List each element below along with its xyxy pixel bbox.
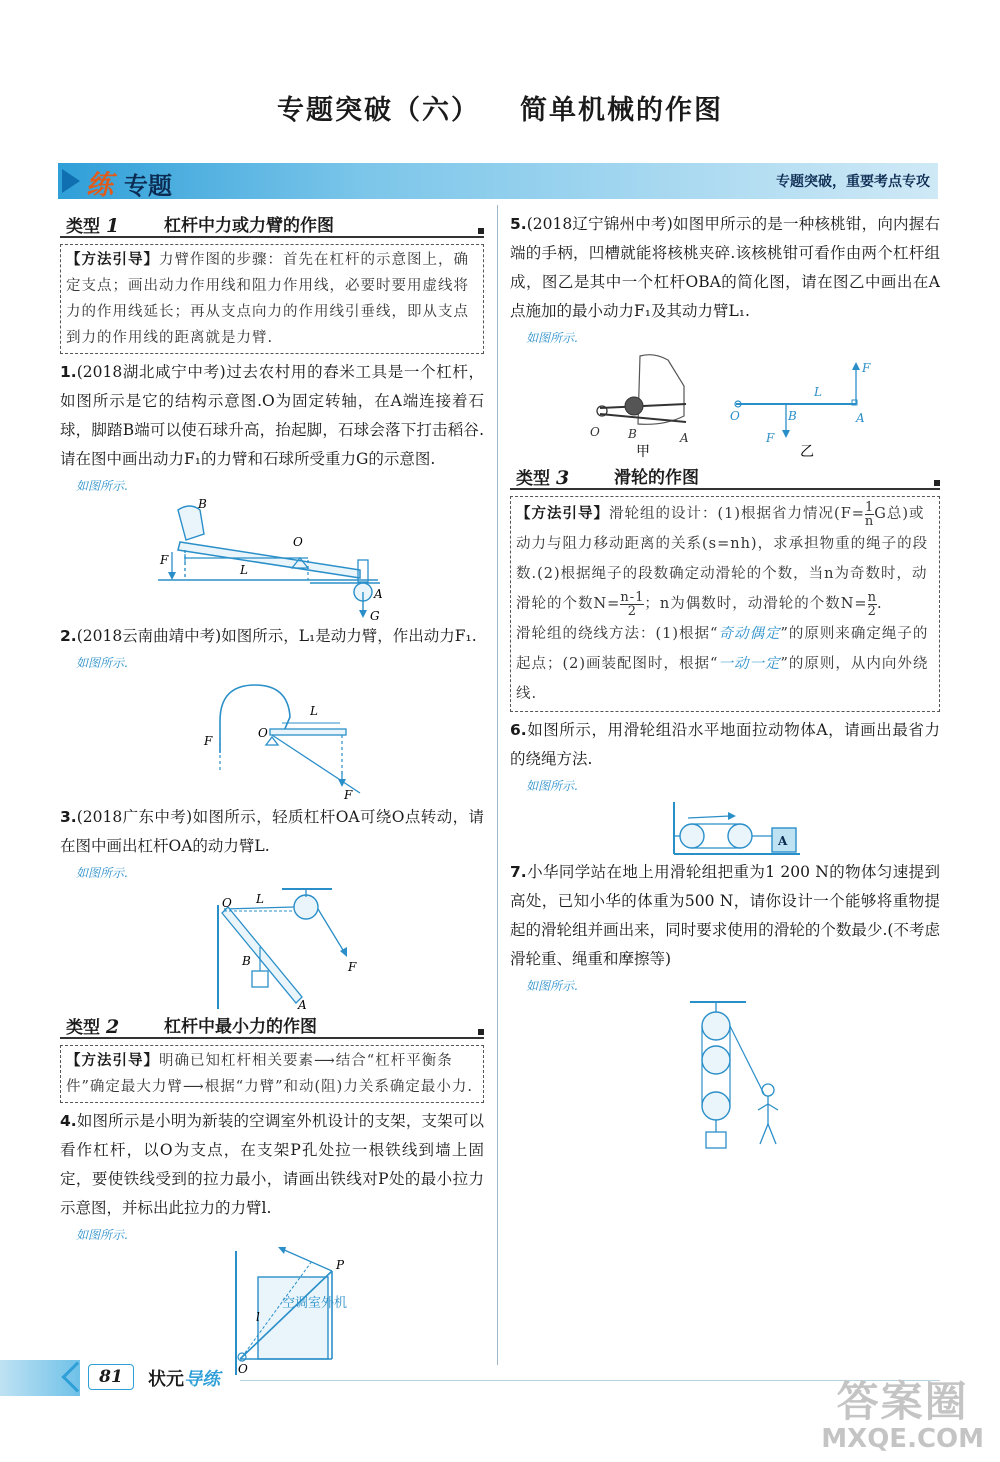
svg-text:F: F bbox=[160, 553, 169, 567]
banner-slogan: 专题突破，重要考点专攻 bbox=[776, 174, 930, 190]
svg-text:A: A bbox=[374, 587, 383, 601]
svg-text:O: O bbox=[222, 896, 232, 910]
banner-mark: 练 bbox=[86, 170, 113, 201]
svg-text:P: P bbox=[336, 1258, 345, 1272]
svg-text:O: O bbox=[590, 425, 600, 439]
answer-note-2: 如图所示. bbox=[76, 656, 128, 670]
watermark: 答案圈 MXQE.COM bbox=[821, 1377, 984, 1454]
svg-text:L: L bbox=[310, 704, 318, 718]
question-7: 7.小华同学站在地上用滑轮组把重为1 200 N的物体匀速提到高处，已知小华的体重为500 N，请你设计一个能够将重物提起的滑轮组并画出来，同时要求使用的滑轮的个数最少.(不考虑滑轮重、绳重和摩擦等) bbox=[510, 863, 940, 968]
svg-text:L: L bbox=[814, 385, 822, 399]
svg-text:F: F bbox=[344, 788, 353, 802]
type-1-heading: 类型 1 杠杆中力或力臂的作图 bbox=[60, 210, 484, 238]
answer-note-1: 如图所示. bbox=[76, 479, 128, 493]
figure-5-nutcracker bbox=[510, 350, 940, 462]
question-2: 2.(2018云南曲靖中考)如图所示，L₁是动力臂，作出动力F₁. bbox=[60, 627, 477, 645]
svg-text:B: B bbox=[788, 409, 797, 423]
svg-text:L: L bbox=[256, 892, 264, 906]
svg-text:F: F bbox=[862, 361, 871, 375]
svg-text:F: F bbox=[204, 734, 213, 748]
figure-5-caption-b: 乙 bbox=[800, 444, 814, 460]
question-4: 4.如图所示是小明为新装的空调室外机设计的支架，支架可以看作杠杆，以O为支点，在支架P孔处拉一根铁线到墙上固定，要使铁线受到的拉力最小，请画出铁线对P处的最小拉力示意图，并标出此拉力的力臂l. bbox=[60, 1112, 484, 1217]
svg-text:F: F bbox=[348, 960, 357, 974]
figure-2-lever bbox=[60, 675, 484, 803]
svg-text:O: O bbox=[730, 409, 740, 423]
banner-arrow-icon bbox=[62, 169, 80, 193]
page-number: 81 bbox=[88, 1364, 134, 1390]
figure-5-caption-a: 甲 bbox=[636, 444, 650, 460]
answer-note-5: 如图所示. bbox=[526, 331, 578, 345]
answer-note-6: 如图所示. bbox=[526, 779, 578, 793]
svg-text:O: O bbox=[258, 726, 268, 740]
banner-name: 专题 bbox=[124, 172, 172, 200]
svg-text:B: B bbox=[242, 954, 251, 968]
method-guide-1: 【方法引导】力臂作图的步骤：首先在杠杆的示意图上，确定支点；画出动力作用线和阻力作用线，必要时要用虚线将力的作用线延长；再从支点向力的作用线引垂线，即从支点到力的作用线的距离就是力臂. bbox=[60, 244, 484, 354]
unit-text: 空调室外机 bbox=[282, 1296, 348, 1311]
left-column bbox=[60, 210, 484, 1377]
svg-text:l: l bbox=[256, 1310, 260, 1324]
svg-text:F: F bbox=[766, 431, 775, 445]
footer-brand: 状元导练 bbox=[148, 1369, 220, 1390]
method-guide-2: 【方法引导】明确已知杠杆相关要素⟶结合“杠杆平衡条件”确定最大力臂⟶根据“力臂”和动(阻)力关系确定最小力. bbox=[60, 1045, 484, 1103]
svg-text:O: O bbox=[293, 535, 303, 549]
page-title: 专题突破（六） 简单机械的作图 bbox=[277, 95, 723, 126]
svg-text:A: A bbox=[778, 834, 788, 848]
question-6: 6.如图所示，用滑轮组沿水平地面拉动物体A，请画出最省力的绕绳方法. bbox=[510, 721, 940, 768]
type-3-heading: 类型 3 滑轮的作图 bbox=[510, 462, 940, 490]
figure-6-pulley bbox=[510, 798, 940, 858]
figure-3-lever bbox=[60, 885, 484, 1011]
section-banner bbox=[58, 163, 938, 199]
svg-text:A: A bbox=[856, 411, 865, 425]
svg-text:A: A bbox=[298, 998, 307, 1011]
svg-text:O: O bbox=[238, 1362, 248, 1376]
column-divider bbox=[497, 205, 498, 1365]
question-5: 5.(2018辽宁锦州中考)如图甲所示的是一种核桃钳，向内握右端的手柄，凹槽就能将核桃夹碎.该核桃钳可看作由两个杠杆组成，图乙是其中一个杠杆OBA的简化图，请在图乙中画出在A点施加的最小动力F₁及其动力臂L₁. bbox=[510, 215, 940, 320]
figure-1-lever bbox=[60, 498, 484, 622]
answer-note-3: 如图所示. bbox=[76, 866, 128, 880]
answer-note-4: 如图所示. bbox=[76, 1228, 128, 1242]
svg-text:B: B bbox=[198, 498, 207, 511]
svg-text:G: G bbox=[370, 609, 380, 622]
method-guide-3: 【方法引导】滑轮组的设计：(1)根据省力情况(F= $\frac{1}{n}$ G总)或动力与阻力移动距离的关系(s=nh)，求承担物重的绳子的段数.(2)根据绳子的段数确定动滑轮的个数，当n为奇数时，动滑轮的个数N= $\frac{n-1}{2}$ ；n为偶数时，动滑轮的个数N= $\frac{n}{2}$ . 滑轮组的绕线方法：(1)根据“奇动偶定”的原则来确定绳子的起点；(2)画装配图时，根据“一动一定”的原则，从内向外绕线. bbox=[510, 496, 940, 712]
answer-note-7: 如图所示. bbox=[526, 979, 578, 993]
right-column bbox=[510, 210, 940, 1156]
question-1: 1.(2018湖北咸宁中考)过去农村用的舂米工具是一个杠杆，如图所示是它的结构示意图.O为固定转轴，在A端连接着石球，脚踏B端可以使石球升高，抬起脚，石球会落下打击稻谷.请在图中画出动力F₁的力臂和石球所受重力G的示意图. bbox=[60, 363, 484, 468]
type-2-heading: 类型 2 杠杆中最小力的作图 bbox=[60, 1011, 484, 1039]
figure-7-pulley-system bbox=[510, 998, 940, 1156]
question-3: 3.(2018广东中考)如图所示，轻质杠杆OA可绕O点转动，请在图中画出杠杆OA的动力臂L. bbox=[60, 808, 484, 855]
svg-text:B: B bbox=[628, 427, 637, 441]
svg-text:A: A bbox=[680, 431, 689, 445]
svg-text:L: L bbox=[240, 563, 248, 577]
